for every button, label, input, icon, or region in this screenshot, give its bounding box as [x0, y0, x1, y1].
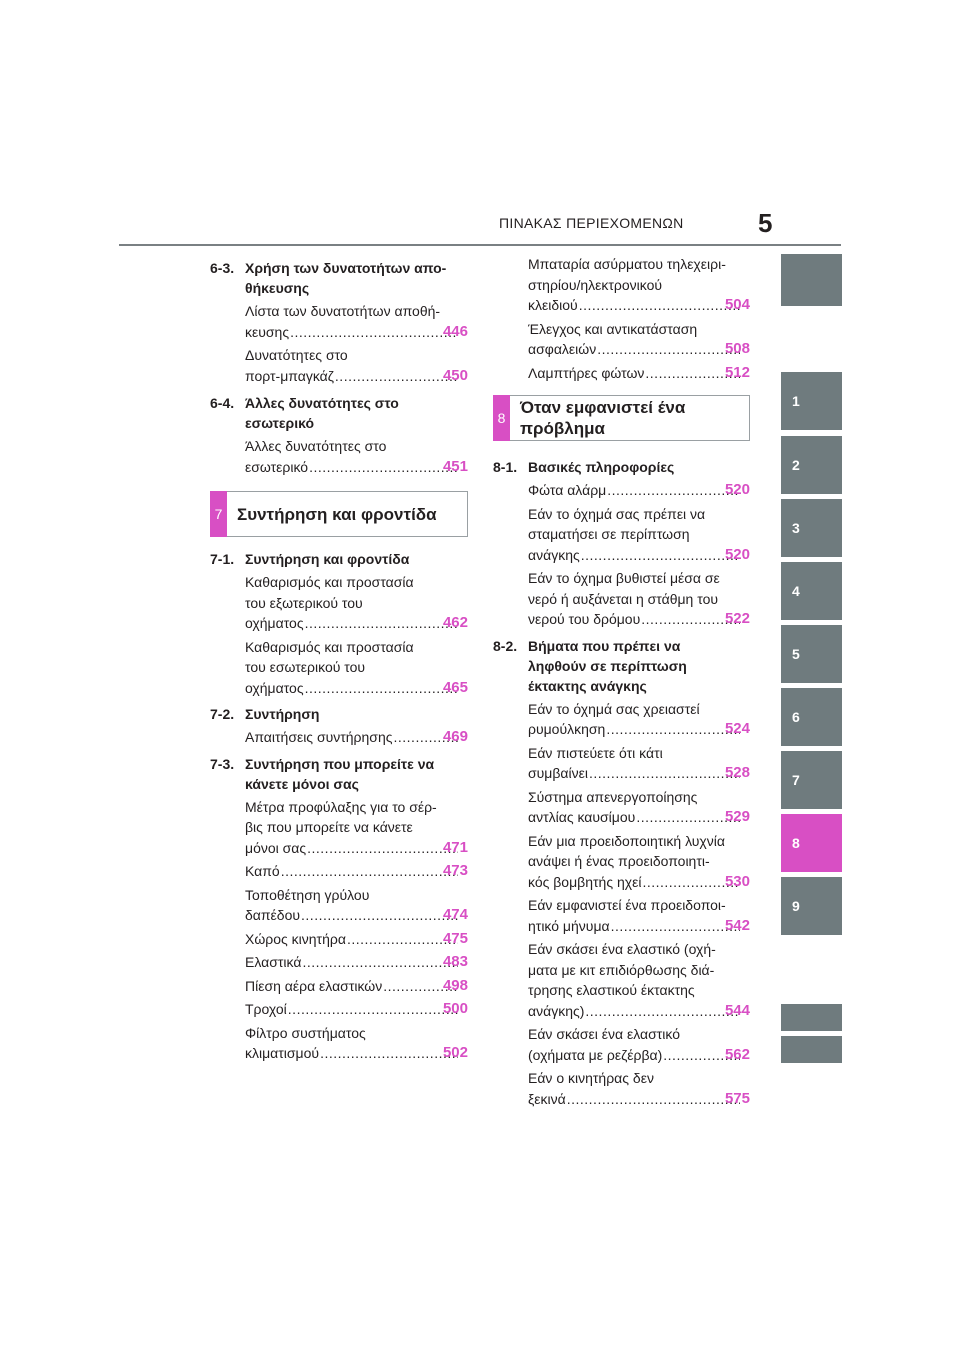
page-number: 5: [758, 208, 773, 238]
subsection-6-4[interactable]: 6-4. Άλλες δυνατότητες στο εσωτερικό: [210, 395, 399, 431]
chapter-tab-1[interactable]: 1: [781, 372, 842, 430]
toc-left-column: [210, 254, 468, 1064]
chapter-tab-blank-b[interactable]: [781, 1036, 842, 1063]
toc-entry[interactable]: Άλλες δυνατότητες στο εσωτερικό ..... 451: [245, 436, 468, 477]
toc-entry[interactable]: Λίστα των δυνατοτήτων αποθή- κευσης ..... 446: [245, 301, 468, 342]
page-ref[interactable]: 512: [724, 363, 750, 381]
page-ref[interactable]: 446: [442, 322, 468, 340]
section-title: Όταν εμφανιστεί ένα πρόβλημα: [520, 398, 686, 438]
toc-entry[interactable]: Τοποθέτηση γρύλου δαπέδου ..... 474: [245, 885, 468, 926]
page-ref[interactable]: 524: [724, 720, 750, 737]
page-ref[interactable]: 473: [442, 862, 468, 879]
toc-entry[interactable]: Εάν εμφανιστεί ένα προειδοποι- ητικό μήνυμα ..... 542: [528, 895, 750, 936]
chapter-tab-8[interactable]: 8: [781, 814, 842, 872]
toc-entry[interactable]: Εάν σκάσει ένα ελαστικό (οχήματα με ρεζέρβα) ..... 562: [528, 1024, 750, 1065]
toc-entry[interactable]: Τροχοί ..... 500: [245, 999, 468, 1020]
subsection-7-2[interactable]: 7-2. Συντήρηση: [210, 706, 320, 722]
toc-entry[interactable]: Χώρος κινητήρα ..... 475: [245, 929, 468, 950]
subsection-6-3[interactable]: 6-3. Χρήση των δυνατοτήτων απο- θήκευσης: [210, 260, 447, 296]
toc-entry[interactable]: Εάν πιστεύετε ότι κάτι συμβαίνει ..... 528: [528, 743, 750, 784]
subsection-8-2[interactable]: 8-2. Βήματα που πρέπει να ληφθούν σε περίπτωση έκτακτης ανάγκης: [493, 637, 687, 694]
section-8-header[interactable]: [493, 395, 750, 441]
chapter-tab-6[interactable]: 6: [781, 688, 842, 746]
page-ref[interactable]: 469: [442, 728, 468, 745]
page-ref[interactable]: 474: [442, 906, 468, 923]
toc-entry[interactable]: Φίλτρο συστήματος κλιματισμού ..... 502: [245, 1023, 468, 1064]
page-ref[interactable]: 483: [442, 953, 468, 970]
chapter-tab-3[interactable]: 3: [781, 499, 842, 557]
page-ref[interactable]: 500: [442, 1000, 468, 1017]
chapter-tab-2[interactable]: 2: [781, 436, 842, 494]
subsection-8-1[interactable]: 8-1. Βασικές πληροφορίες: [493, 459, 675, 475]
toc-entry[interactable]: Καθαρισμός και προστασία του εξωτερικού του οχήματος ..... 462: [245, 572, 468, 634]
page-ref[interactable]: 450: [442, 366, 468, 384]
page-ref[interactable]: 544: [724, 1001, 750, 1019]
header-title: ΠΙΝΑΚΑΣ ΠΕΡΙΕΧΟΜΕΝΩΝ: [499, 215, 684, 231]
toc-entry[interactable]: Μπαταρία ασύρματου τηλεχειρι- στηρίου/ηλεκτρονικού κλειδιού ..... 504: [528, 254, 750, 316]
page-ref[interactable]: 528: [724, 764, 750, 781]
toc-entry[interactable]: Μέτρα προφύλαξης για το σέρ- βις που μπορείτε να κάνετε μόνοι σας ..... 471: [245, 797, 468, 859]
toc-entry[interactable]: Εάν το όχημά σας πρέπει να σταματήσει σε περίπτωση ανάγκης ..... 520: [528, 504, 750, 566]
toc-entry[interactable]: Ελαστικά ..... 483: [245, 952, 468, 973]
toc-right-column: [493, 254, 750, 1109]
chapter-tab-blank-a[interactable]: [781, 1004, 842, 1031]
page-ref[interactable]: 475: [442, 929, 468, 947]
page-ref[interactable]: 529: [724, 808, 750, 825]
toc-entry[interactable]: Καθαρισμός και προστασία του εσωτερικού του οχήματος ..... 465: [245, 637, 468, 699]
page-ref[interactable]: 508: [724, 340, 750, 357]
page-ref[interactable]: 520: [724, 481, 750, 498]
subsection-7-3[interactable]: 7-3. Συντήρηση που μπορείτε να κάνετε μόνοι σας: [210, 755, 435, 792]
toc-entry[interactable]: Πίεση αέρα ελαστικών ..... 498: [245, 976, 468, 997]
toc-entry[interactable]: Εάν το όχημά σας χρειαστεί ρυμούλκηση ..... 524: [528, 699, 750, 740]
page-ref[interactable]: 498: [442, 976, 468, 994]
chapter-tab-5[interactable]: 5: [781, 625, 842, 683]
toc-entry[interactable]: Εάν ο κινητήρας δεν ξεκινά ..... 575: [528, 1068, 750, 1109]
toc-entry[interactable]: Φώτα αλάρμ ..... 520: [528, 480, 750, 501]
toc-entry[interactable]: Δυνατότητες στο πορτ-μπαγκάζ ..... 450: [245, 345, 468, 386]
page-ref[interactable]: 462: [442, 614, 468, 631]
header-rule: [119, 244, 841, 246]
toc-entry[interactable]: Εάν σκάσει ένα ελαστικό (οχή- ματα με κιτ επιδιόρθωσης διά- τρησης ελαστικού έκτακτης ανάγκης) ..... 544: [528, 939, 750, 1021]
subsection-7-1[interactable]: 7-1. Συντήρηση και φροντίδα: [210, 551, 410, 567]
page-ref[interactable]: 471: [442, 838, 468, 856]
page-ref[interactable]: 520: [724, 545, 750, 563]
page-ref[interactable]: 465: [442, 678, 468, 696]
section-title: Συντήρηση και φροντίδα: [237, 504, 437, 524]
page-ref[interactable]: 530: [724, 872, 750, 890]
chapter-tab-blank-top[interactable]: [781, 254, 842, 306]
toc-entry[interactable]: Έλεγχος και αντικατάσταση ασφαλειών ..... 508: [528, 319, 750, 360]
page-ref[interactable]: 562: [724, 1045, 750, 1063]
page-ref[interactable]: 575: [724, 1089, 750, 1107]
toc-entry[interactable]: Απαιτήσεις συντήρησης ..... 469: [245, 727, 468, 748]
section-number-badge: 7: [210, 491, 227, 537]
chapter-tab-9[interactable]: 9: [781, 877, 842, 935]
page-ref[interactable]: 542: [724, 916, 750, 934]
page-ref[interactable]: 504: [724, 296, 750, 313]
toc-entry[interactable]: Καπό ..... 473: [245, 861, 468, 882]
page-ref[interactable]: 502: [442, 1044, 468, 1061]
toc-entry[interactable]: Εάν το όχημα βυθιστεί μέσα σε νερό ή αυξάνεται η στάθμη του νερού του δρόμου ..... 522: [528, 568, 750, 630]
section-number-badge: 8: [493, 395, 510, 441]
toc-entry[interactable]: Λαμπτήρες φώτων ..... 512: [528, 363, 750, 384]
toc-entry[interactable]: Εάν μια προειδοποιητική λυχνία ανάψει ή ένας προειδοποιητι- κός βομβητής ηχεί ..... 530: [528, 831, 750, 893]
toc-entry[interactable]: Σύστημα απενεργοποίησης αντλίας καυσίμου ..... 529: [528, 787, 750, 828]
section-7-header[interactable]: [210, 491, 468, 537]
page-ref[interactable]: 451: [442, 457, 468, 475]
chapter-tab-4[interactable]: 4: [781, 562, 842, 620]
chapter-tab-7[interactable]: 7: [781, 751, 842, 809]
page-ref[interactable]: 522: [724, 610, 750, 627]
